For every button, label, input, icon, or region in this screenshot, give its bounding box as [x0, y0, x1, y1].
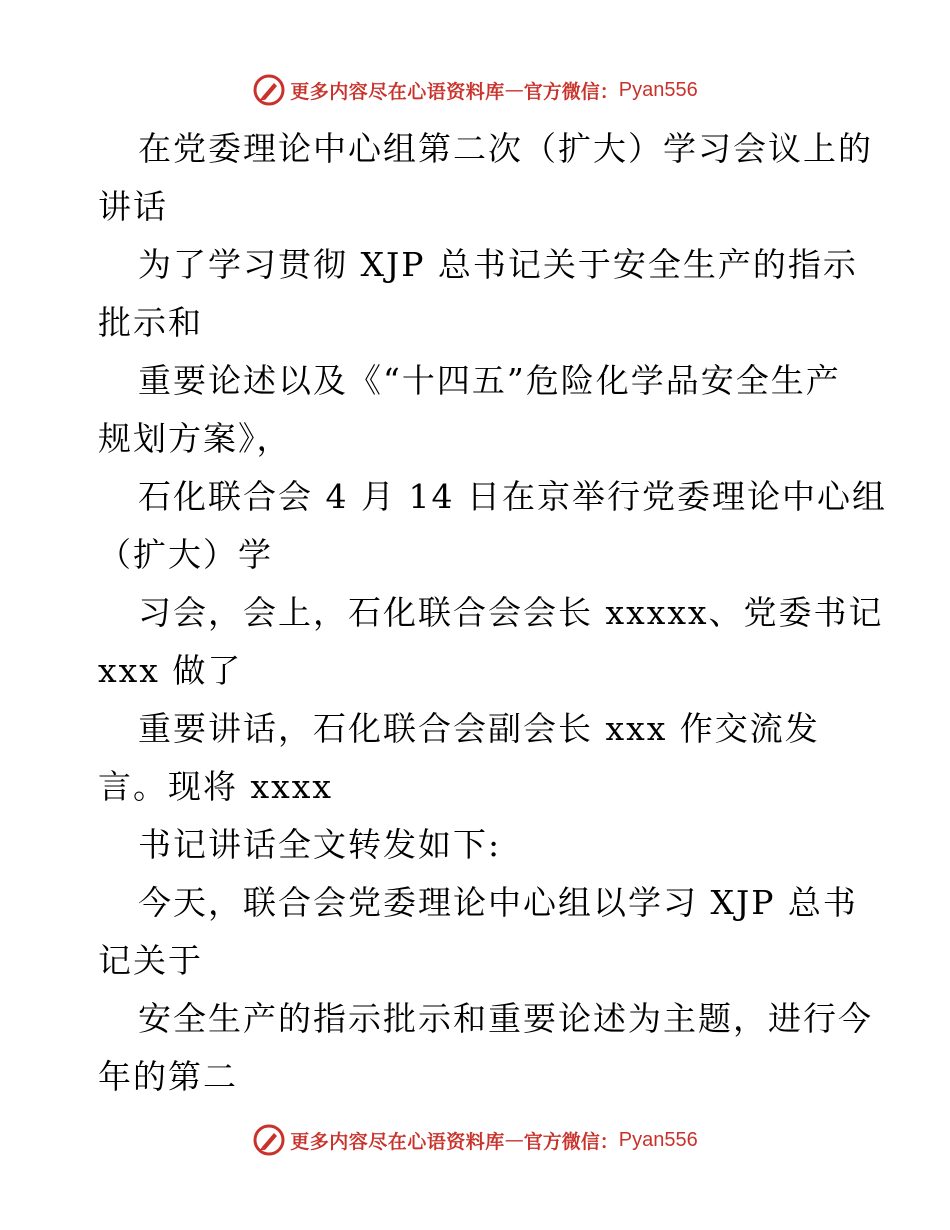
text-line: 石化联合会 4 月 14 日在京举行党委理论中心组 — [138, 477, 887, 516]
text-line: 讲话 — [98, 187, 168, 226]
pen-nib-logo-icon — [252, 1123, 286, 1157]
text-line: 重要论述以及《“十四五”危险化学品安全生产 — [138, 361, 841, 400]
text-line: xxx 做了 — [98, 651, 243, 690]
banner-separator: — — [504, 1129, 524, 1151]
text-line: 言。现将 xxxx — [98, 767, 333, 806]
text-line: 习会，会上，石化联合会会长 xxxxx、党委书记 — [138, 593, 884, 632]
text-line: 安全生产的指示批示和重要论述为主题，进行今 — [138, 999, 873, 1038]
text-line: 今天，联合会党委理论中心组以学习 XJP 总书 — [138, 883, 858, 922]
text-line: 规划方案》， — [98, 419, 292, 458]
banner-separator: — — [504, 79, 524, 101]
document-body — [98, 120, 887, 1106]
pen-nib-logo-icon — [252, 73, 286, 107]
footer-banner — [0, 1120, 950, 1160]
text-line: 重要讲话，石化联合会副会长 xxx 作交流发 — [138, 709, 820, 748]
banner-wechat-label: 官方微信： — [523, 1130, 619, 1153]
text-line: 在党委理论中心组第二次（扩大）学习会议上的 — [138, 129, 873, 168]
text-line: 记关于 — [98, 941, 203, 980]
text-line: 批示和 — [98, 303, 203, 342]
banner-text: 更多内容尽在心语资料库 — [290, 80, 505, 103]
text-line: 年的第二 — [98, 1057, 238, 1096]
text-line: 为了学习贯彻 XJP 总书记关于安全生产的指示 — [138, 245, 858, 284]
banner-wechat-id: Pyan556 — [618, 1128, 698, 1151]
text-line: 书记讲话全文转发如下: — [138, 825, 502, 864]
banner-wechat-label: 官方微信： — [523, 80, 619, 103]
header-banner — [0, 70, 950, 110]
banner-wechat-id: Pyan556 — [618, 78, 698, 101]
text-line: （扩大）学 — [98, 535, 273, 574]
banner-text: 更多内容尽在心语资料库 — [290, 1130, 505, 1153]
